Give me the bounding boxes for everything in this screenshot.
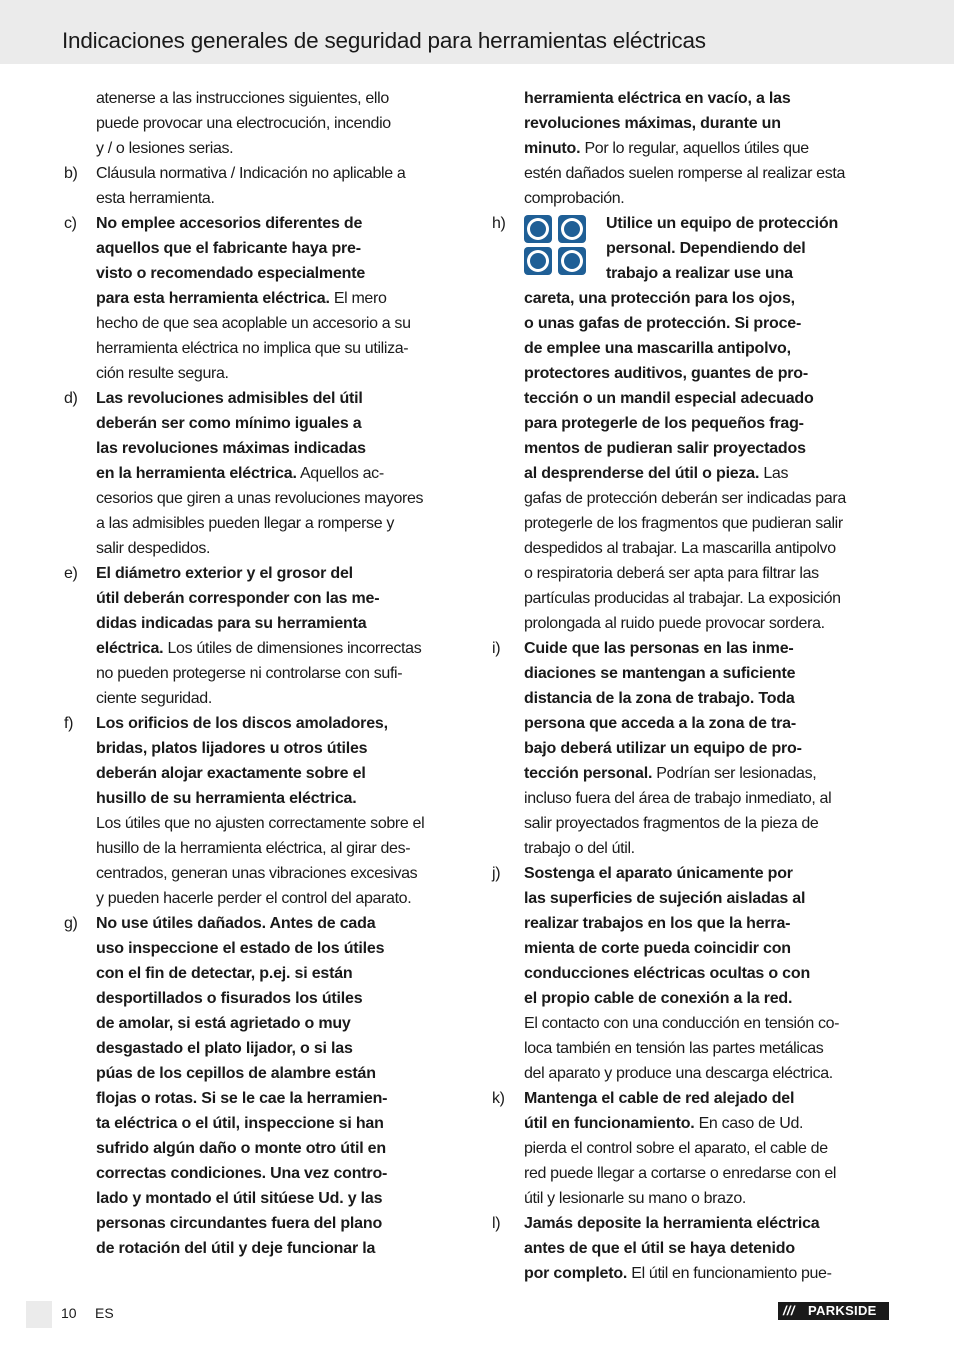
text-line bbox=[58, 161, 430, 186]
text-line bbox=[486, 486, 858, 511]
item-letter: k) bbox=[492, 1090, 505, 1107]
body-text: El mero bbox=[329, 290, 387, 307]
text-line bbox=[486, 286, 858, 311]
bold-text: Las revoluciones admisibles del útil bbox=[96, 390, 363, 407]
body-text: Podrían ser lesionadas, bbox=[652, 765, 817, 782]
bold-text: tección personal. bbox=[524, 765, 653, 782]
body-text: incluso fuera del área de trabajo inmediato, al bbox=[524, 790, 832, 807]
logo-name: PARKSIDE bbox=[808, 1303, 877, 1318]
text-line bbox=[486, 1061, 858, 1086]
text-line bbox=[58, 886, 430, 911]
text-line bbox=[486, 186, 858, 211]
text-line bbox=[486, 661, 858, 686]
bold-text: para protegerle de los pequeños frag- bbox=[524, 415, 804, 432]
bold-text: Cuide que las personas en las inme- bbox=[524, 640, 794, 657]
body-text: no pueden protegerse ni controlarse con sufi- bbox=[96, 665, 403, 682]
text-line bbox=[486, 161, 858, 186]
text-line bbox=[58, 461, 430, 486]
text-line bbox=[486, 1261, 858, 1286]
text-line bbox=[486, 511, 858, 536]
bold-text: sufrido algún daño o monte otro útil en bbox=[96, 1140, 386, 1157]
bold-text: desgastado el plato lijador, o si las bbox=[96, 1040, 353, 1057]
text-line bbox=[58, 311, 430, 336]
text-line bbox=[58, 1061, 430, 1086]
language-code: ES bbox=[95, 1305, 114, 1321]
bold-text: deberán ser como mínimo iguales a bbox=[96, 415, 362, 432]
item-letter: e) bbox=[64, 565, 78, 582]
text-line bbox=[486, 111, 858, 136]
text-line bbox=[486, 136, 858, 161]
text-line bbox=[486, 436, 858, 461]
text-line bbox=[486, 736, 858, 761]
text-line bbox=[58, 511, 430, 536]
item-letter: j) bbox=[492, 865, 501, 882]
ppe-line bbox=[486, 211, 858, 236]
bold-text: visto o recomendado especialmente bbox=[96, 265, 366, 282]
bold-text: persona que acceda a la zona de tra- bbox=[524, 715, 797, 732]
text-line bbox=[58, 1036, 430, 1061]
bold-text: deberán alojar exactamente sobre el bbox=[96, 765, 366, 782]
text-line bbox=[58, 86, 430, 111]
bold-text: flojas o rotas. Si se le cae la herramien- bbox=[96, 1090, 388, 1107]
body-text: salir despedidos. bbox=[96, 540, 211, 557]
body-text: Las bbox=[759, 465, 789, 482]
text-line bbox=[58, 786, 430, 811]
text-line bbox=[486, 1211, 858, 1236]
body-text: gafas de protección deberán ser indicadas para bbox=[524, 490, 846, 507]
text-line bbox=[58, 1236, 430, 1261]
bold-text: realizar trabajos en los que la herra- bbox=[524, 915, 791, 932]
text-line bbox=[58, 211, 430, 236]
right-column bbox=[486, 86, 858, 1286]
body-text: cesorios que giren a unas revoluciones mayores bbox=[96, 490, 424, 507]
bold-text: eléctrica. bbox=[96, 640, 164, 657]
parkside-logo bbox=[778, 1302, 889, 1320]
ppe-text: Utilice un equipo de protección bbox=[606, 215, 839, 232]
body-text: En caso de Ud. bbox=[694, 1115, 804, 1132]
bold-text: por completo. bbox=[524, 1265, 628, 1282]
left-column bbox=[58, 86, 430, 1261]
text-line bbox=[486, 1111, 858, 1136]
body-text: a las admisibles pueden llegar a romperse y bbox=[96, 515, 395, 532]
bold-text: Jamás deposite la herramienta eléctrica bbox=[524, 1215, 820, 1232]
body-text: útil y lesionarle su mano o brazo. bbox=[524, 1190, 746, 1207]
text-line bbox=[486, 86, 858, 111]
text-line bbox=[58, 661, 430, 686]
bold-text: mentos de pudieran salir proyectados bbox=[524, 440, 806, 457]
text-line bbox=[58, 111, 430, 136]
text-line bbox=[486, 586, 858, 611]
item-letter: i) bbox=[492, 640, 501, 657]
text-line bbox=[486, 886, 858, 911]
text-line bbox=[58, 861, 430, 886]
ppe-item bbox=[486, 211, 858, 286]
text-line bbox=[486, 861, 858, 886]
bold-text: de emplee una mascarilla antipolvo, bbox=[524, 340, 791, 357]
bold-text: con el fin de detectar, p.ej. si están bbox=[96, 965, 353, 982]
body-text: salir proyectados fragmentos de la pieza de bbox=[524, 815, 819, 832]
text-line bbox=[486, 936, 858, 961]
text-line bbox=[486, 686, 858, 711]
body-text: Aquellos ac- bbox=[296, 465, 384, 482]
text-line bbox=[58, 736, 430, 761]
body-text: atenerse a las instrucciones siguientes, ello bbox=[96, 90, 389, 107]
text-line bbox=[58, 236, 430, 261]
text-line bbox=[486, 1161, 858, 1186]
text-line bbox=[58, 761, 430, 786]
text-line bbox=[486, 986, 858, 1011]
bold-text: diaciones se mantengan a suficiente bbox=[524, 665, 796, 682]
item-letter: b) bbox=[64, 165, 78, 182]
text-line bbox=[58, 1011, 430, 1036]
body-text: del aparato y produce una descarga eléctrica. bbox=[524, 1065, 833, 1082]
bold-text: útil en funcionamiento. bbox=[524, 1115, 695, 1132]
text-line bbox=[486, 1186, 858, 1211]
text-line bbox=[58, 536, 430, 561]
bold-text: No emplee accesorios diferentes de bbox=[96, 215, 363, 232]
bold-text: protectores auditivos, guantes de pro- bbox=[524, 365, 809, 382]
item-letter: c) bbox=[64, 215, 77, 232]
text-line bbox=[486, 836, 858, 861]
bold-text: husillo de su herramienta eléctrica. bbox=[96, 790, 357, 807]
text-line bbox=[58, 811, 430, 836]
bold-text: de rotación del útil y deje funcionar la bbox=[96, 1240, 376, 1257]
right-column-rest bbox=[486, 286, 858, 1286]
text-line bbox=[58, 1211, 430, 1236]
text-line bbox=[58, 1186, 430, 1211]
text-line bbox=[58, 436, 430, 461]
body-text: Por lo regular, aquellos útiles que bbox=[580, 140, 809, 157]
text-line bbox=[58, 836, 430, 861]
bold-text: didas indicadas para su herramienta bbox=[96, 615, 367, 632]
body-text: Cláusula normativa / Indicación no aplicable a bbox=[96, 165, 406, 182]
text-line bbox=[486, 386, 858, 411]
text-line bbox=[486, 336, 858, 361]
bold-text: El diámetro exterior y el grosor del bbox=[96, 565, 353, 582]
body-text: o respiratoria deberá ser apta para filtrar las bbox=[524, 565, 819, 582]
text-line bbox=[58, 711, 430, 736]
text-line bbox=[486, 361, 858, 386]
body-text: protegerle de los fragmentos que pudieran salir bbox=[524, 515, 843, 532]
bold-text: Sostenga el aparato únicamente por bbox=[524, 865, 793, 882]
text-line bbox=[58, 186, 430, 211]
bold-text: Mantenga el cable de red alejado del bbox=[524, 1090, 795, 1107]
text-line bbox=[58, 286, 430, 311]
text-line bbox=[58, 1161, 430, 1186]
ppe-line bbox=[486, 261, 858, 286]
body-text: trabajo o del útil. bbox=[524, 840, 635, 857]
text-line bbox=[58, 611, 430, 636]
text-line bbox=[486, 1236, 858, 1261]
bold-text: conducciones eléctricas ocultas o con bbox=[524, 965, 811, 982]
body-text: comprobación. bbox=[524, 190, 625, 207]
text-line bbox=[58, 936, 430, 961]
body-text: y / o lesiones serias. bbox=[96, 140, 234, 157]
body-text: despedidos al trabajar. La mascarilla antipolvo bbox=[524, 540, 836, 557]
ppe-text: trabajo a realizar use una bbox=[606, 265, 793, 282]
body-text: ciente seguridad. bbox=[96, 690, 212, 707]
text-line bbox=[58, 1111, 430, 1136]
body-text: El útil en funcionamiento pue- bbox=[627, 1265, 832, 1282]
bold-text: útil deberán corresponder con las me- bbox=[96, 590, 380, 607]
body-text: Los útiles que no ajusten correctamente sobre el bbox=[96, 815, 425, 832]
bold-text: las superficies de sujeción aisladas al bbox=[524, 890, 806, 907]
bold-text: bridas, platos lijadores u otros útiles bbox=[96, 740, 368, 757]
bold-text: uso inspeccione el estado de los útiles bbox=[96, 940, 385, 957]
body-text: partículas producidas al trabajar. La exposición bbox=[524, 590, 841, 607]
text-line bbox=[486, 761, 858, 786]
text-line bbox=[58, 411, 430, 436]
text-line bbox=[486, 311, 858, 336]
body-text: esta herramienta. bbox=[96, 190, 215, 207]
text-line bbox=[486, 1136, 858, 1161]
text-line bbox=[486, 811, 858, 836]
text-line bbox=[58, 136, 430, 161]
ppe-text: personal. Dependiendo del bbox=[606, 240, 806, 257]
logo-slashes: /// bbox=[783, 1303, 795, 1318]
item-letter: l) bbox=[492, 1215, 501, 1232]
bold-text: mienta de corte pueda coincidir con bbox=[524, 940, 791, 957]
bold-text: Los orificios de los discos amoladores, bbox=[96, 715, 388, 732]
right-column-top bbox=[486, 86, 858, 211]
bold-text: personas circundantes fuera del plano bbox=[96, 1215, 383, 1232]
body-text: y pueden hacerle perder el control del aparato. bbox=[96, 890, 412, 907]
text-line bbox=[58, 261, 430, 286]
body-text: Los útiles de dimensiones incorrectas bbox=[163, 640, 422, 657]
bold-text: correctas condiciones. Una vez contro- bbox=[96, 1165, 388, 1182]
body-text: loca también en tensión las partes metálicas bbox=[524, 1040, 824, 1057]
text-line bbox=[486, 411, 858, 436]
text-line bbox=[486, 911, 858, 936]
item-letter: f) bbox=[64, 715, 74, 732]
ppe-line bbox=[486, 236, 858, 261]
bold-text: o unas gafas de protección. Si proce- bbox=[524, 315, 802, 332]
text-line bbox=[58, 586, 430, 611]
text-line bbox=[58, 336, 430, 361]
footer-page-marker bbox=[26, 1301, 52, 1328]
body-text: husillo de la herramienta eléctrica, al girar des- bbox=[96, 840, 411, 857]
bold-text: al desprenderse del útil o pieza. bbox=[524, 465, 760, 482]
body-text: hecho de que sea acoplable un accesorio a su bbox=[96, 315, 411, 332]
text-line bbox=[486, 561, 858, 586]
bold-text: tección o un mandil especial adecuado bbox=[524, 390, 814, 407]
text-line bbox=[58, 561, 430, 586]
page-title: Indicaciones generales de seguridad para herramientas eléctricas bbox=[62, 28, 706, 53]
bold-text: lado y montado el útil sitúese Ud. y las bbox=[96, 1190, 383, 1207]
text-line bbox=[486, 1086, 858, 1111]
body-text: prolongada al ruido puede provocar sordera. bbox=[524, 615, 825, 632]
text-line bbox=[58, 911, 430, 936]
text-line bbox=[486, 1036, 858, 1061]
text-line bbox=[58, 361, 430, 386]
bold-text: el propio cable de conexión a la red. bbox=[524, 990, 793, 1007]
text-line bbox=[58, 961, 430, 986]
bold-text: distancia de la zona de trabajo. Toda bbox=[524, 690, 795, 707]
bold-text: en la herramienta eléctrica. bbox=[96, 465, 297, 482]
item-letter: h) bbox=[492, 215, 506, 232]
text-line bbox=[58, 1086, 430, 1111]
text-line bbox=[58, 1136, 430, 1161]
item-letter: g) bbox=[64, 915, 78, 932]
text-line bbox=[486, 636, 858, 661]
bold-text: minuto. bbox=[524, 140, 581, 157]
text-line bbox=[58, 686, 430, 711]
page-number: 10 bbox=[61, 1305, 77, 1321]
text-line bbox=[486, 961, 858, 986]
text-line bbox=[58, 386, 430, 411]
body-text: herramienta eléctrica no implica que su utiliza- bbox=[96, 340, 409, 357]
bold-text: para esta herramienta eléctrica. bbox=[96, 290, 330, 307]
page-header bbox=[0, 0, 954, 64]
bold-text: bajo deberá utilizar un equipo de pro- bbox=[524, 740, 802, 757]
text-line bbox=[58, 986, 430, 1011]
bold-text: careta, una protección para los ojos, bbox=[524, 290, 795, 307]
text-line bbox=[58, 636, 430, 661]
bold-text: herramienta eléctrica en vacío, a las bbox=[524, 90, 791, 107]
bold-text: aquellos que el fabricante haya pre- bbox=[96, 240, 361, 257]
bold-text: antes de que el útil se haya detenido bbox=[524, 1240, 795, 1257]
body-text: El contacto con una conducción en tensión co- bbox=[524, 1015, 840, 1032]
item-letter: d) bbox=[64, 390, 78, 407]
bold-text: No use útiles dañados. Antes de cada bbox=[96, 915, 376, 932]
body-text: centrados, generan unas vibraciones excesivas bbox=[96, 865, 418, 882]
text-line bbox=[486, 611, 858, 636]
text-line bbox=[486, 1011, 858, 1036]
bold-text: ta eléctrica o el útil, inspeccione si han bbox=[96, 1115, 384, 1132]
text-line bbox=[58, 486, 430, 511]
body-text: pierda el control sobre el aparato, el cable de bbox=[524, 1140, 828, 1157]
bold-text: de amolar, si está agrietado o muy bbox=[96, 1015, 351, 1032]
body-text: ción resulte segura. bbox=[96, 365, 229, 382]
text-line bbox=[486, 536, 858, 561]
text-line bbox=[486, 461, 858, 486]
bold-text: las revoluciones máximas indicadas bbox=[96, 440, 366, 457]
bold-text: revoluciones máximas, durante un bbox=[524, 115, 781, 132]
body-text: puede provocar una electrocución, incendio bbox=[96, 115, 391, 132]
body-text: estén dañados suelen romperse al realizar esta bbox=[524, 165, 845, 182]
bold-text: púas de los cepillos de alambre están bbox=[96, 1065, 376, 1082]
text-line bbox=[486, 786, 858, 811]
text-line bbox=[486, 711, 858, 736]
bold-text: desportillados o fisurados los útiles bbox=[96, 990, 363, 1007]
body-text: red puede llegar a cortarse o enredarse con el bbox=[524, 1165, 837, 1182]
